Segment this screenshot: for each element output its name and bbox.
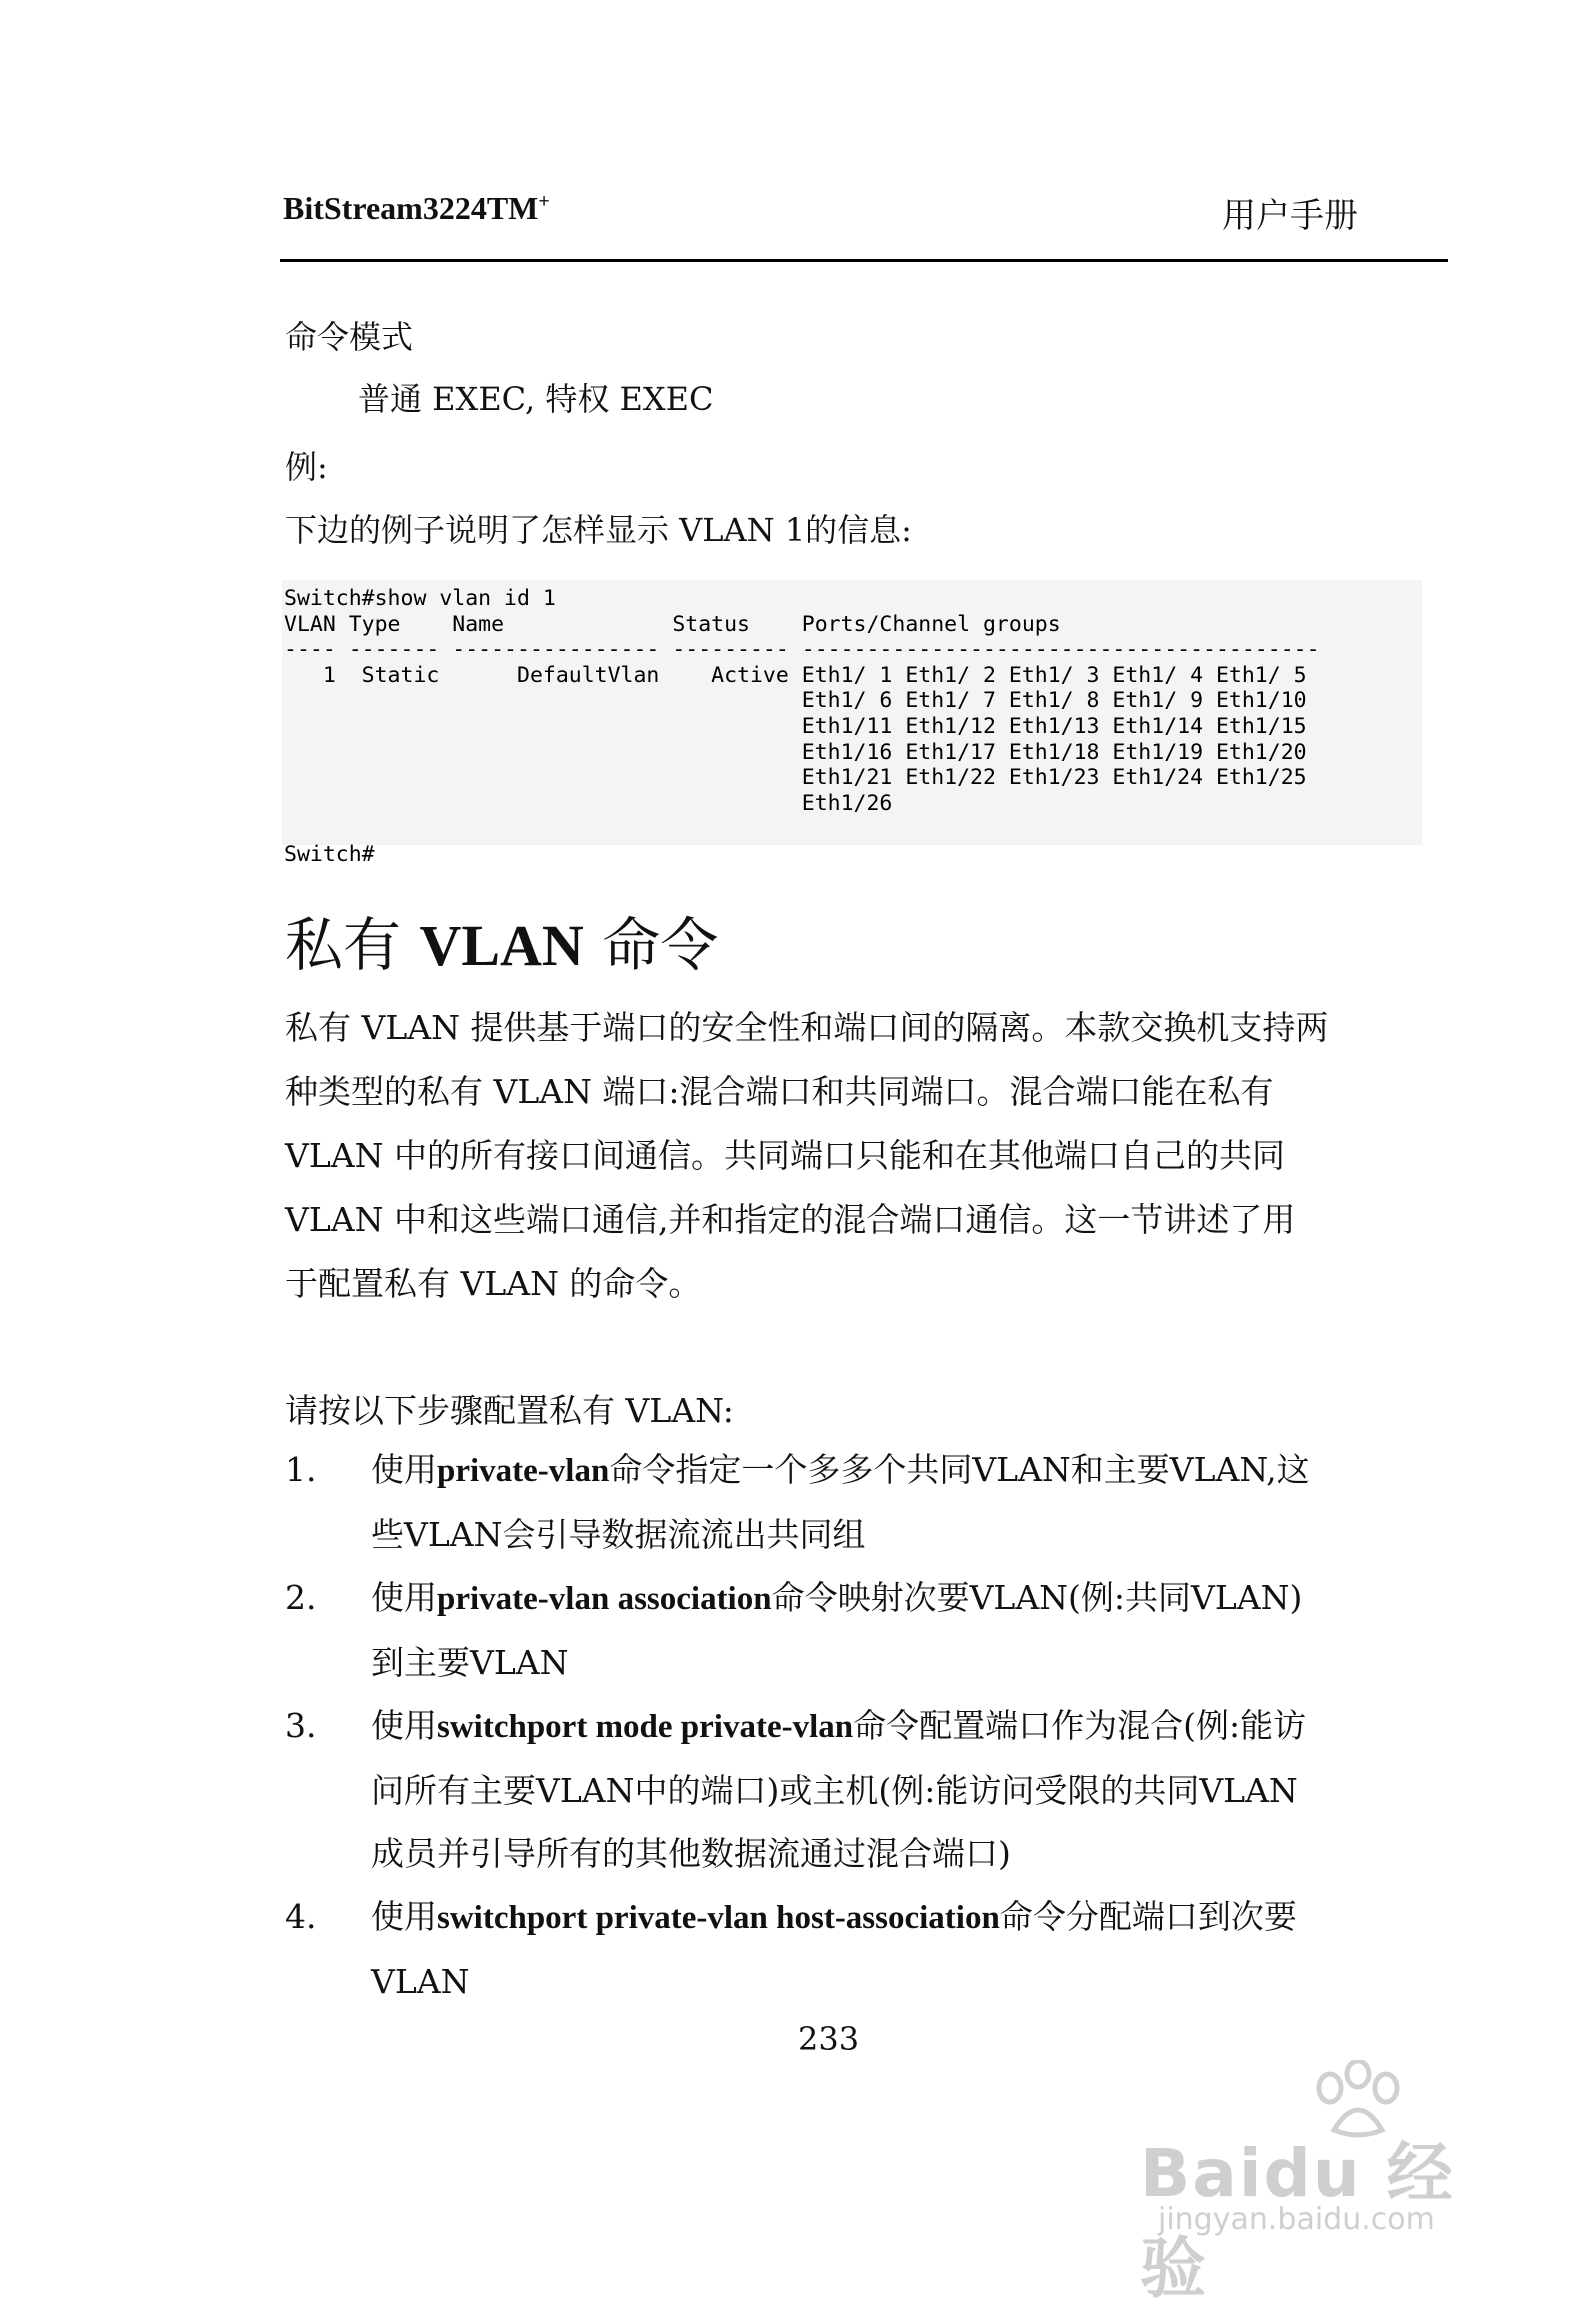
terminal-line: Eth1/ 6 Eth1/ 7 Eth1/ 8 Eth1/ 9 Eth1/10 [284, 688, 1307, 714]
paragraph-line: 种类型的私有 VLAN 端口:混合端口和共同端口。混合端口能在私有 [285, 1072, 1274, 1111]
terminal-line: Eth1/21 Eth1/22 Eth1/23 Eth1/24 Eth1/25 [284, 765, 1307, 791]
step-item: 2. 使用private-vlan association命令映射次要VLAN(例:共同VLAN) 到主要VLAN [285, 1566, 1435, 1694]
watermark-url: jingyan.baidu.com [1158, 2202, 1435, 2237]
terminal-line: Eth1/16 Eth1/17 Eth1/18 Eth1/19 Eth1/20 [284, 739, 1307, 765]
terminal-line: 1 Static DefaultVlan Active Eth1/ 1 Eth1/ 2 Eth1/ 3 Eth1/ 4 Eth1/ 5 [284, 662, 1307, 688]
page-number: 233 [798, 2020, 860, 2058]
command-mode-label: 命令模式 [285, 318, 414, 356]
watermark-logo: Baidu 经验 [1140, 2135, 1455, 2307]
baidu-watermark [1130, 2060, 1510, 2307]
step-command: private-vlan [437, 1453, 610, 1489]
step-command: private-vlan association [437, 1581, 772, 1617]
terminal-line: Switch#show vlan id 1 [284, 586, 556, 611]
paragraph-line: VLAN 中和这些端口通信,并和指定的混合端口通信。这一节讲述了用 [285, 1200, 1296, 1239]
step-item: 3. 使用switchport mode private-vlan命令配置端口作为混合(例:能访 问所有主要VLAN中的端口)或主机(例:能访问受限的共同VLAN 成员并引导所有的其他数据流通过混合端口) [285, 1694, 1435, 1885]
header-rule [280, 259, 1448, 262]
step-number: 3. [285, 1706, 317, 1745]
paragraph-line: VLAN 中的所有接口间通信。共同端口只能和在其他端口自己的共同 [285, 1136, 1285, 1175]
step-number: 4. [285, 1897, 317, 1936]
terminal-line: VLAN Type Name Status Ports/Channel groups [284, 611, 1061, 637]
example-description: 下边的例子说明了怎样显示 VLAN 1的信息: [285, 511, 912, 549]
steps-list [285, 1438, 1435, 2013]
terminal-output [282, 580, 1422, 867]
paragraph-line: 私有 VLAN 提供基于端口的安全性和端口间的隔离。本款交换机支持两 [285, 1008, 1329, 1047]
header-product-name: BitStream3224TM+ [283, 190, 550, 226]
terminal-line: ---- ------- ---------------- --------- ---------------------------------------- [284, 637, 1320, 663]
terminal-line: Eth1/26 [284, 790, 893, 816]
command-mode-value: 普通 EXEC, 特权 EXEC [358, 380, 714, 418]
terminal-line: Eth1/11 Eth1/12 Eth1/13 Eth1/14 Eth1/15 [284, 713, 1307, 739]
step-item: 4. 使用switchport private-vlan host-association命令分配端口到次要 VLAN [285, 1885, 1435, 2013]
header-doc-type: 用户手册 [1222, 196, 1358, 236]
section-title: 私有 VLAN 命令 [285, 911, 719, 979]
header-product-superscript: + [538, 190, 550, 213]
paragraph-line: 于配置私有 VLAN 的命令。 [285, 1264, 702, 1303]
step-number: 2. [285, 1578, 317, 1617]
step-number: 1. [285, 1450, 317, 1489]
terminal-line: Switch# [284, 841, 375, 867]
step-command: switchport private-vlan host-association [437, 1900, 1000, 1936]
steps-intro: 请按以下步骤配置私有 VLAN: [285, 1391, 734, 1430]
example-label: 例: [285, 448, 328, 486]
step-command: switchport mode private-vlan [437, 1709, 854, 1745]
step-item: 1. 使用private-vlan命令指定一个多多个共同VLAN和主要VLAN,这 些VLAN会引导数据流流出共同组 [285, 1438, 1435, 1566]
section-paragraph [285, 996, 1425, 1316]
